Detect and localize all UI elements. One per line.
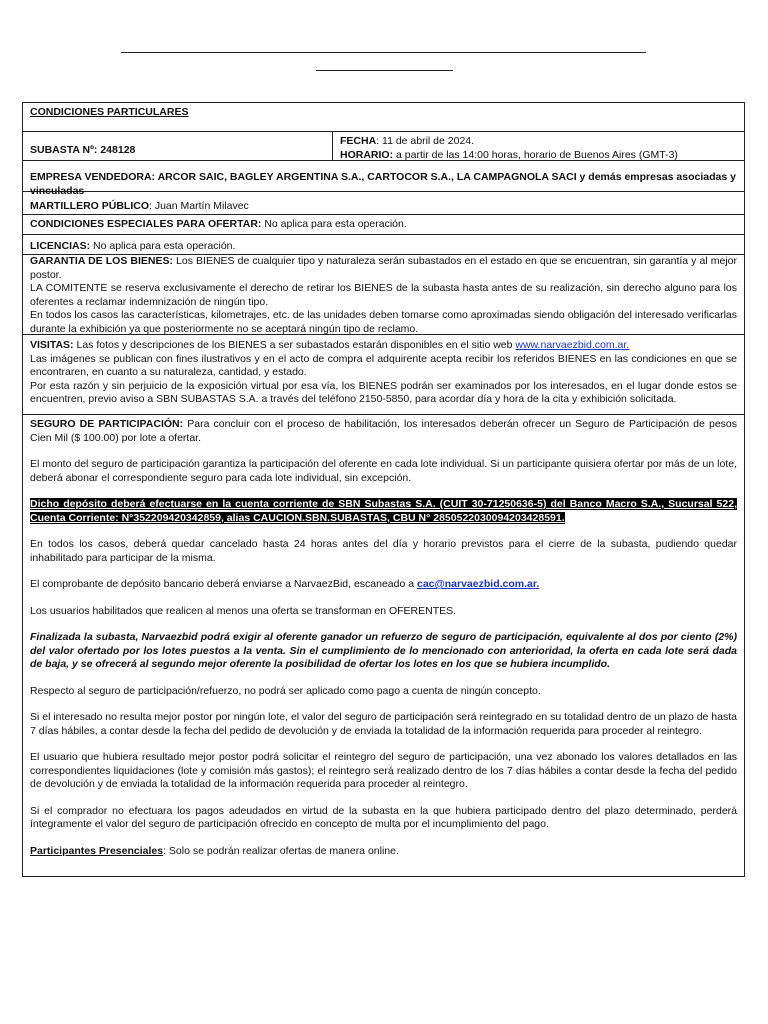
- seguro-label: SEGURO DE PARTICIPACIÓN:: [30, 418, 184, 430]
- seguro-p11: Si el comprador no efectuara los pagos adeudados en virtud de la subasta en la que hubiera participado dentro del plazo determinado, perderá íntegramente el valor del seguro de participación ofrecido en concepto de multa por el incumplimiento del pago.: [30, 804, 737, 830]
- licencias-row: [23, 235, 744, 255]
- condiciones-value: No aplica para esta operación.: [261, 218, 407, 230]
- horario-value: a partir de las 14:00 horas, horario de Buenos Aires (GMT-3): [393, 148, 678, 161]
- section-title: CONDICIONES PARTICULARES: [30, 106, 189, 118]
- condiciones-label: CONDICIONES ESPECIALES PARA OFERTAR:: [30, 218, 262, 230]
- title-row: [23, 103, 744, 132]
- fecha-value: : 11 de abril de 2024.: [376, 135, 475, 147]
- header-rule: [121, 52, 646, 53]
- garantia-p1: Los BIENES de cualquier tipo y naturaleza serán subastados en el estado en que se encuentran, sin garantía y al mejor postor.: [30, 255, 737, 281]
- website-link[interactable]: www.narvaezbid.com.ar.: [515, 339, 630, 351]
- fecha-horario-cell: [333, 132, 744, 160]
- conditions-table: [22, 102, 745, 877]
- seguro-p10: El usuario que hubiera resultado mejor postor podrá solicitar el reintegro del seguro de participación, una vez abonado los valores detallados en las correspondientes liquidaciones (lote y comisión más gastos); el reintegro será realizado dentro de los 7 días hábiles a contar desde la fecha del pedido de devolución y de enviada la totalidad de la información requerida para proceder al reintegro.: [30, 751, 737, 790]
- seguro-p5: El comprobante de depósito bancario deberá enviarse a NarvaezBid, escaneado a: [30, 578, 417, 590]
- seguro-p1: Para concluir con el proceso de habilitación, los interesados deberán ofrecer un Seguro de Participación de pesos Cien Mil ($ 100.00) por lote a ofertar.: [30, 418, 737, 444]
- martillero-value: : Juan Martín Milavec: [149, 200, 249, 212]
- empresa-vendedora: EMPRESA VENDEDORA: ARCOR SAIC, BAGLEY ARGENTINA S.A., CARTOCOR S.A., LA CAMPAGNOLA SACI y demás empresas asociadas y vinculadas: [30, 171, 736, 197]
- garantia-row: [23, 255, 744, 335]
- empresa-row: [23, 161, 744, 197]
- subasta-row: [23, 132, 744, 161]
- visitas-row: [23, 335, 744, 415]
- seguro-p8: Respecto al seguro de participación/refuerzo, no podrá ser aplicado como pago a cuenta de ningún concepto.: [30, 684, 541, 697]
- fecha-label: FECHA: [340, 135, 377, 147]
- seguro-p2: El monto del seguro de participación garantiza la participación del oferente en cada lote individual. Si un participante quisiera ofertar por más de un lote, deberá abonar el correspondiente seguro para cada lote individual, sin excepción.: [30, 458, 737, 484]
- licencias-value: No aplica para esta operación.: [90, 240, 236, 252]
- visitas-p1: Las fotos y descripciones de los BIENES a ser subastados estarán disponibles en el sitio web: [73, 339, 516, 351]
- subasta-number: SUBASTA Nº: 248128: [30, 143, 136, 156]
- email-link[interactable]: cac@narvaezbid.com.ar.: [417, 578, 540, 590]
- presenciales-value: : Solo se podrán realizar ofertas de manera online.: [163, 844, 399, 857]
- licencias-label: LICENCIAS:: [30, 240, 91, 252]
- visitas-p2: Las imágenes se publican con fines ilustrativos y en el acto de compra el adquirente acepta recibir los referidos BIENES en las condiciones en que se encontraren, en cuanto a su naturaleza, cantidad, y estado.: [30, 352, 737, 378]
- visitas-label: VISITAS:: [30, 339, 74, 351]
- seguro-p9: Si el interesado no resulta mejor postor por ningún lote, el valor del seguro de participación será reintegrado en su totalidad dentro de un plazo de hasta 7 días hábiles, a contar desde la fecha del pedido de devolución y de enviada la totalidad de la información requerida para proceder al reintegro.: [30, 711, 737, 737]
- seguro-p6: Los usuarios habilitados que realicen al menos una oferta se transforman en OFERENTES.: [30, 604, 457, 617]
- martillero-row: [23, 192, 744, 215]
- seguro-section: [23, 415, 744, 858]
- subasta-cell: [23, 132, 333, 160]
- garantia-p2: LA COMITENTE se reserva exclusivamente el derecho de retirar los BIENES de la subasta hasta antes de su realización, sin derecho alguno para los oferentes a reclamar indemnización de ningún tipo.: [30, 282, 737, 308]
- header-subrule: [316, 70, 453, 71]
- martillero-label: MARTILLERO PÚBLICO: [30, 200, 149, 212]
- garantia-label: GARANTIA DE LOS BIENES:: [30, 255, 173, 267]
- presenciales-label: Participantes Presenciales: [30, 844, 164, 857]
- seguro-p7: Finalizada la subasta, Narvaezbid podrá exigir al oferente ganador un refuerzo de seguro de participación, equivalente al dos por ciento (2%) del valor ofertado por los lotes puestos a la venta. Sin el cumplimiento de lo mencionado con anterioridad, la oferta en cada lote será dada de baja, y se ofrecerá al segundo mejor oferente la posibilidad de ofertar los lotes en los que se hubiera incumplido.: [30, 631, 737, 670]
- garantia-p3: En todos los casos las características, kilometrajes, etc. de las unidades deben tomarse como aproximadas siendo obligación del interesado verificarlas durante la exhibición ya que posteriormente no se aceptará ningún tipo de reclamo.: [30, 309, 737, 335]
- horario-label: HORARIO:: [340, 148, 394, 161]
- seguro-p4: En todos los casos, deberá quedar cancelado hasta 24 horas antes del día y horario previstos para el cierre de la subasta, pudiendo quedar inhabilitado para participar de la misma.: [30, 538, 737, 564]
- condiciones-row: [23, 215, 744, 235]
- deposito-highlight: Dicho depósito deberá efectuarse en la cuenta corriente de SBN Subastas S.A. (CUIT 30-71250636-5) del Banco Macro S.A., Sucursal 522, Cuenta Corriente: N°352209420342859, alias CAUCION.SBN.SUBASTAS, CBU N° 2850522030094203428591.: [30, 498, 737, 524]
- visitas-p3: Por esta razón y sin perjuicio de la exposición virtual por esa vía, los BIENES podrán ser examinados por los interesados, en el lugar donde estos se encuentren, previo aviso a SBN SUBASTAS S.A. a través del teléfono 2150-5850, para acordar día y hora de la cita y exhibición solicitada.: [30, 379, 737, 405]
